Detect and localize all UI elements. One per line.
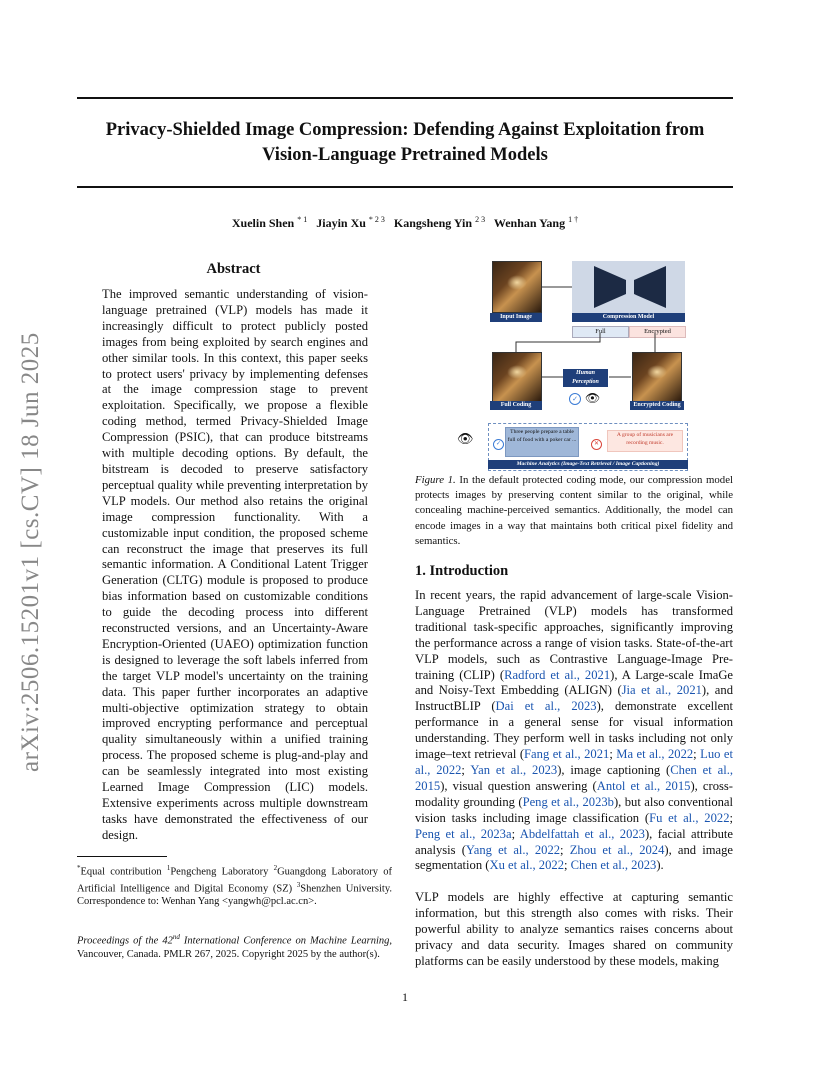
author-name: Kangsheng Yin <box>393 216 473 230</box>
proc-prefix: Proceedings of the <box>77 935 163 947</box>
footnote-proceedings <box>77 931 392 961</box>
encrypted-coding-image <box>632 352 682 402</box>
title-line-2: Vision-Language Pretrained Models <box>262 145 548 165</box>
citation-link[interactable]: Dai et al., 2023 <box>495 699 597 714</box>
author-marks: 1 † <box>568 215 579 224</box>
abstract-heading: Abstract <box>206 261 261 277</box>
intro-text-segment: ). <box>656 858 664 873</box>
aff-mark: 1 <box>166 864 171 872</box>
affiliation-2: Guangdong Laboratory of Artificial Intelligence and Digital Economy (SZ) <box>77 866 392 894</box>
citation-link[interactable]: Radford et al., 2021 <box>504 667 611 682</box>
correct-caption-box: Three people prepare a table full of food with a poker car ... <box>505 427 579 457</box>
intro-text-segment: ), cross-modality grounding ( <box>415 778 733 809</box>
cross-icon: ✕ <box>591 439 602 450</box>
paper-title <box>77 118 733 168</box>
intro-text-segment: ; <box>693 747 701 762</box>
intro-text-segment: ; <box>461 762 471 777</box>
intro-text-segment: ), and InstructBLIP ( <box>415 683 733 714</box>
title-rule-top <box>77 97 733 99</box>
intro-text-segment: ; <box>609 747 617 762</box>
footnote-affiliations <box>77 862 392 908</box>
machine-analytics-label: Machine Analytics (Image-Text Retrieval / Image Captioning) <box>488 460 688 469</box>
proc-num: 42 <box>162 935 173 947</box>
affiliation-1: Pengcheng Laboratory <box>170 866 269 878</box>
citation-link[interactable]: Jia et al., 2021 <box>621 683 702 698</box>
intro-text-segment: ; <box>511 826 520 841</box>
equal-contribution: Equal contribution <box>80 866 162 878</box>
intro-paragraph-2: VLP models are highly effective at capturing semantic information, but this strength also comes with risks. Their powerful ability to analyze semantics raises concerns about privacy and data security. Images shared on community platforms can be easily understood by these models, making <box>415 890 733 968</box>
intro-text-segment: ), demonstrate excellent performance in a general sense for visual information understanding. They perform well in tasks including not only image–text retrieval ( <box>415 699 734 762</box>
author-name: Jiayin Xu <box>316 216 366 230</box>
citation-link[interactable]: Xu et al., 2022 <box>489 858 564 873</box>
author-name: Xuelin Shen <box>231 216 295 230</box>
citation-link[interactable]: Luo et al., 2022 <box>415 747 734 777</box>
figure-caption-label: Figure 1. <box>415 474 456 486</box>
encrypted-tag: Encrypted <box>629 326 686 338</box>
eye-icon: 👁 <box>585 391 601 405</box>
citation-link[interactable]: Antol et al., 2015 <box>596 778 691 793</box>
intro-text-segment: ; <box>560 842 570 857</box>
citation-link[interactable]: Fu et al., 2022 <box>649 810 730 825</box>
citation-link[interactable]: Fang et al., 2021 <box>524 747 610 762</box>
machine-eye-icon: 👁 <box>457 432 474 447</box>
compression-model-label: Compression Model <box>572 313 685 322</box>
author-marks: 2 3 <box>475 215 486 224</box>
proc-rest: , Vancouver, Canada. PMLR 267, 2025. Copyright 2025 by the author(s). <box>77 935 392 960</box>
full-coding-image <box>492 352 542 402</box>
citation-link[interactable]: Zhou et al., 2024 <box>569 842 665 857</box>
intro-text-segment: ), and image segmentation ( <box>415 842 733 873</box>
citation-link[interactable]: Ma et al., 2022 <box>616 747 694 762</box>
citation-link[interactable]: Peng et al., 2023b <box>522 794 614 809</box>
citation-link[interactable]: Chen et al., 2015 <box>415 762 733 793</box>
citation-link[interactable]: Peng et al., 2023a <box>415 826 512 841</box>
full-coding-label: Full Coding <box>490 401 542 410</box>
intro-text-segment: ), A Large-scale ImaGe and Noisy-Text Embedding (ALIGN) ( <box>415 667 734 698</box>
intro-text-segment: ), facial attribute analysis ( <box>415 826 733 857</box>
wrong-caption-box: A group of musicians are recording music. <box>607 430 683 452</box>
intro-text-segment: ; <box>564 858 571 873</box>
intro-text-segment: In recent years, the rapid advancement of large-scale Vision-Language Pretrained (VLP) models has transformed traditional task-specific approaches, significantly improving the performance across a range of vision tasks. State-of-the-art VLP models, such as Contrastive Language-Image Pre-training (CLIP) ( <box>415 588 733 682</box>
page-number: 1 <box>402 990 408 1004</box>
check-icon: ✓ <box>569 393 581 405</box>
affiliation-3: Shenzhen University. <box>300 883 393 894</box>
proc-name: International Conference on Machine Learning <box>179 935 390 947</box>
author-marks: * 2 3 <box>368 215 385 224</box>
intro-text-segment: ), visual question answering ( <box>440 778 597 793</box>
citation-link[interactable]: Yan et al., 2023 <box>470 762 558 777</box>
arxiv-stamp[interactable]: arXiv:2506.15201v1 [cs.CV] 18 Jun 2025 <box>17 332 44 772</box>
human-perception-label: Human Perception <box>563 369 608 387</box>
footnote-rule <box>77 856 167 857</box>
author-name: Wenhan Yang <box>493 216 566 230</box>
citation-link[interactable]: Abdelfattah et al., 2023 <box>519 826 645 841</box>
author-marks: * 1 <box>297 215 308 224</box>
intro-paragraph-1 <box>415 588 733 874</box>
intro-text-segment: ), but also conventional vision tasks including image classification ( <box>415 794 734 825</box>
full-tag: Full <box>572 326 629 338</box>
aff-mark: 3 <box>296 880 301 889</box>
input-image-label: Input Image <box>490 313 542 322</box>
correspondence[interactable]: Correspondence to: Wenhan Yang <yangwh@pcl.ac.cn>. <box>77 896 317 907</box>
citation-link[interactable]: Chen et al., 2023 <box>570 858 657 873</box>
title-rule-bottom <box>77 186 733 188</box>
citation-link[interactable]: Yang et al., 2022 <box>465 842 561 857</box>
introduction-heading: 1. Introduction <box>415 563 509 579</box>
encrypted-coding-label: Encrypted Coding <box>630 401 684 410</box>
proc-sup: nd <box>172 933 180 941</box>
equal-mark: * <box>77 864 81 872</box>
aff-mark: 2 <box>273 864 278 872</box>
intro-text-segment: ), image captioning ( <box>557 762 671 777</box>
figure-1 <box>455 260 695 470</box>
title-line-1: Privacy-Shielded Image Compression: Defending Against Exploitation from <box>105 120 705 140</box>
figure-caption <box>415 473 733 549</box>
check-icon: ✓ <box>493 439 504 450</box>
author-list <box>77 215 733 231</box>
intro-text-segment: ; <box>729 810 733 825</box>
figure-caption-text: In the default protected coding mode, our compression model protects images by preserving content similar to the original, while concealing machine-perceived semantics. Additionally, the model can encode images in a way that maintains both critical pixel fidelity and semantics. <box>415 474 733 547</box>
abstract-body: The improved semantic understanding of vision-language pretrained (VLP) models has made it increasingly difficult to protect publicly posted images from being exploited by search engines and other similar tools. In this context, this paper seeks to protect users' privacy by implementing defenses at the image compression stage to prevent exploitation. Specifically, we propose a flexible coding method, termed Privacy-Shielded Image Compression (PSIC), that can produce bitstreams with multiple decoding options. By default, the bitstream is decoded to preserve satisfactory perceptual quality while preventing interpretation by VLP models. Our method also retains the original image compression functionality. With a customizable input condition, the proposed scheme can reconstruct the image that preserves its full semantic information. A Conditional Latent Trigger Generation (CLTG) module is proposed to produce bias information based on customizable conditions to guide the decoding process into different reconstructed versions, and an Uncertainty-Aware Encryption-Oriented (UAEO) optimization function is designed to leverage the soft labels inferred from the target VLP model's uncertainty on the training data. This paper further incorporates an adaptive multi-objective optimization strategy to obtain improved encrypting performance and perceptual quality simultaneously within a unified training process. The proposed scheme is plug-and-play and can be seamlessly integrated into most existing Learned Image Compression (LIC) models. Extensive experiments across multiple downstream tasks have demonstrated the effectiveness of our design. <box>102 287 368 842</box>
